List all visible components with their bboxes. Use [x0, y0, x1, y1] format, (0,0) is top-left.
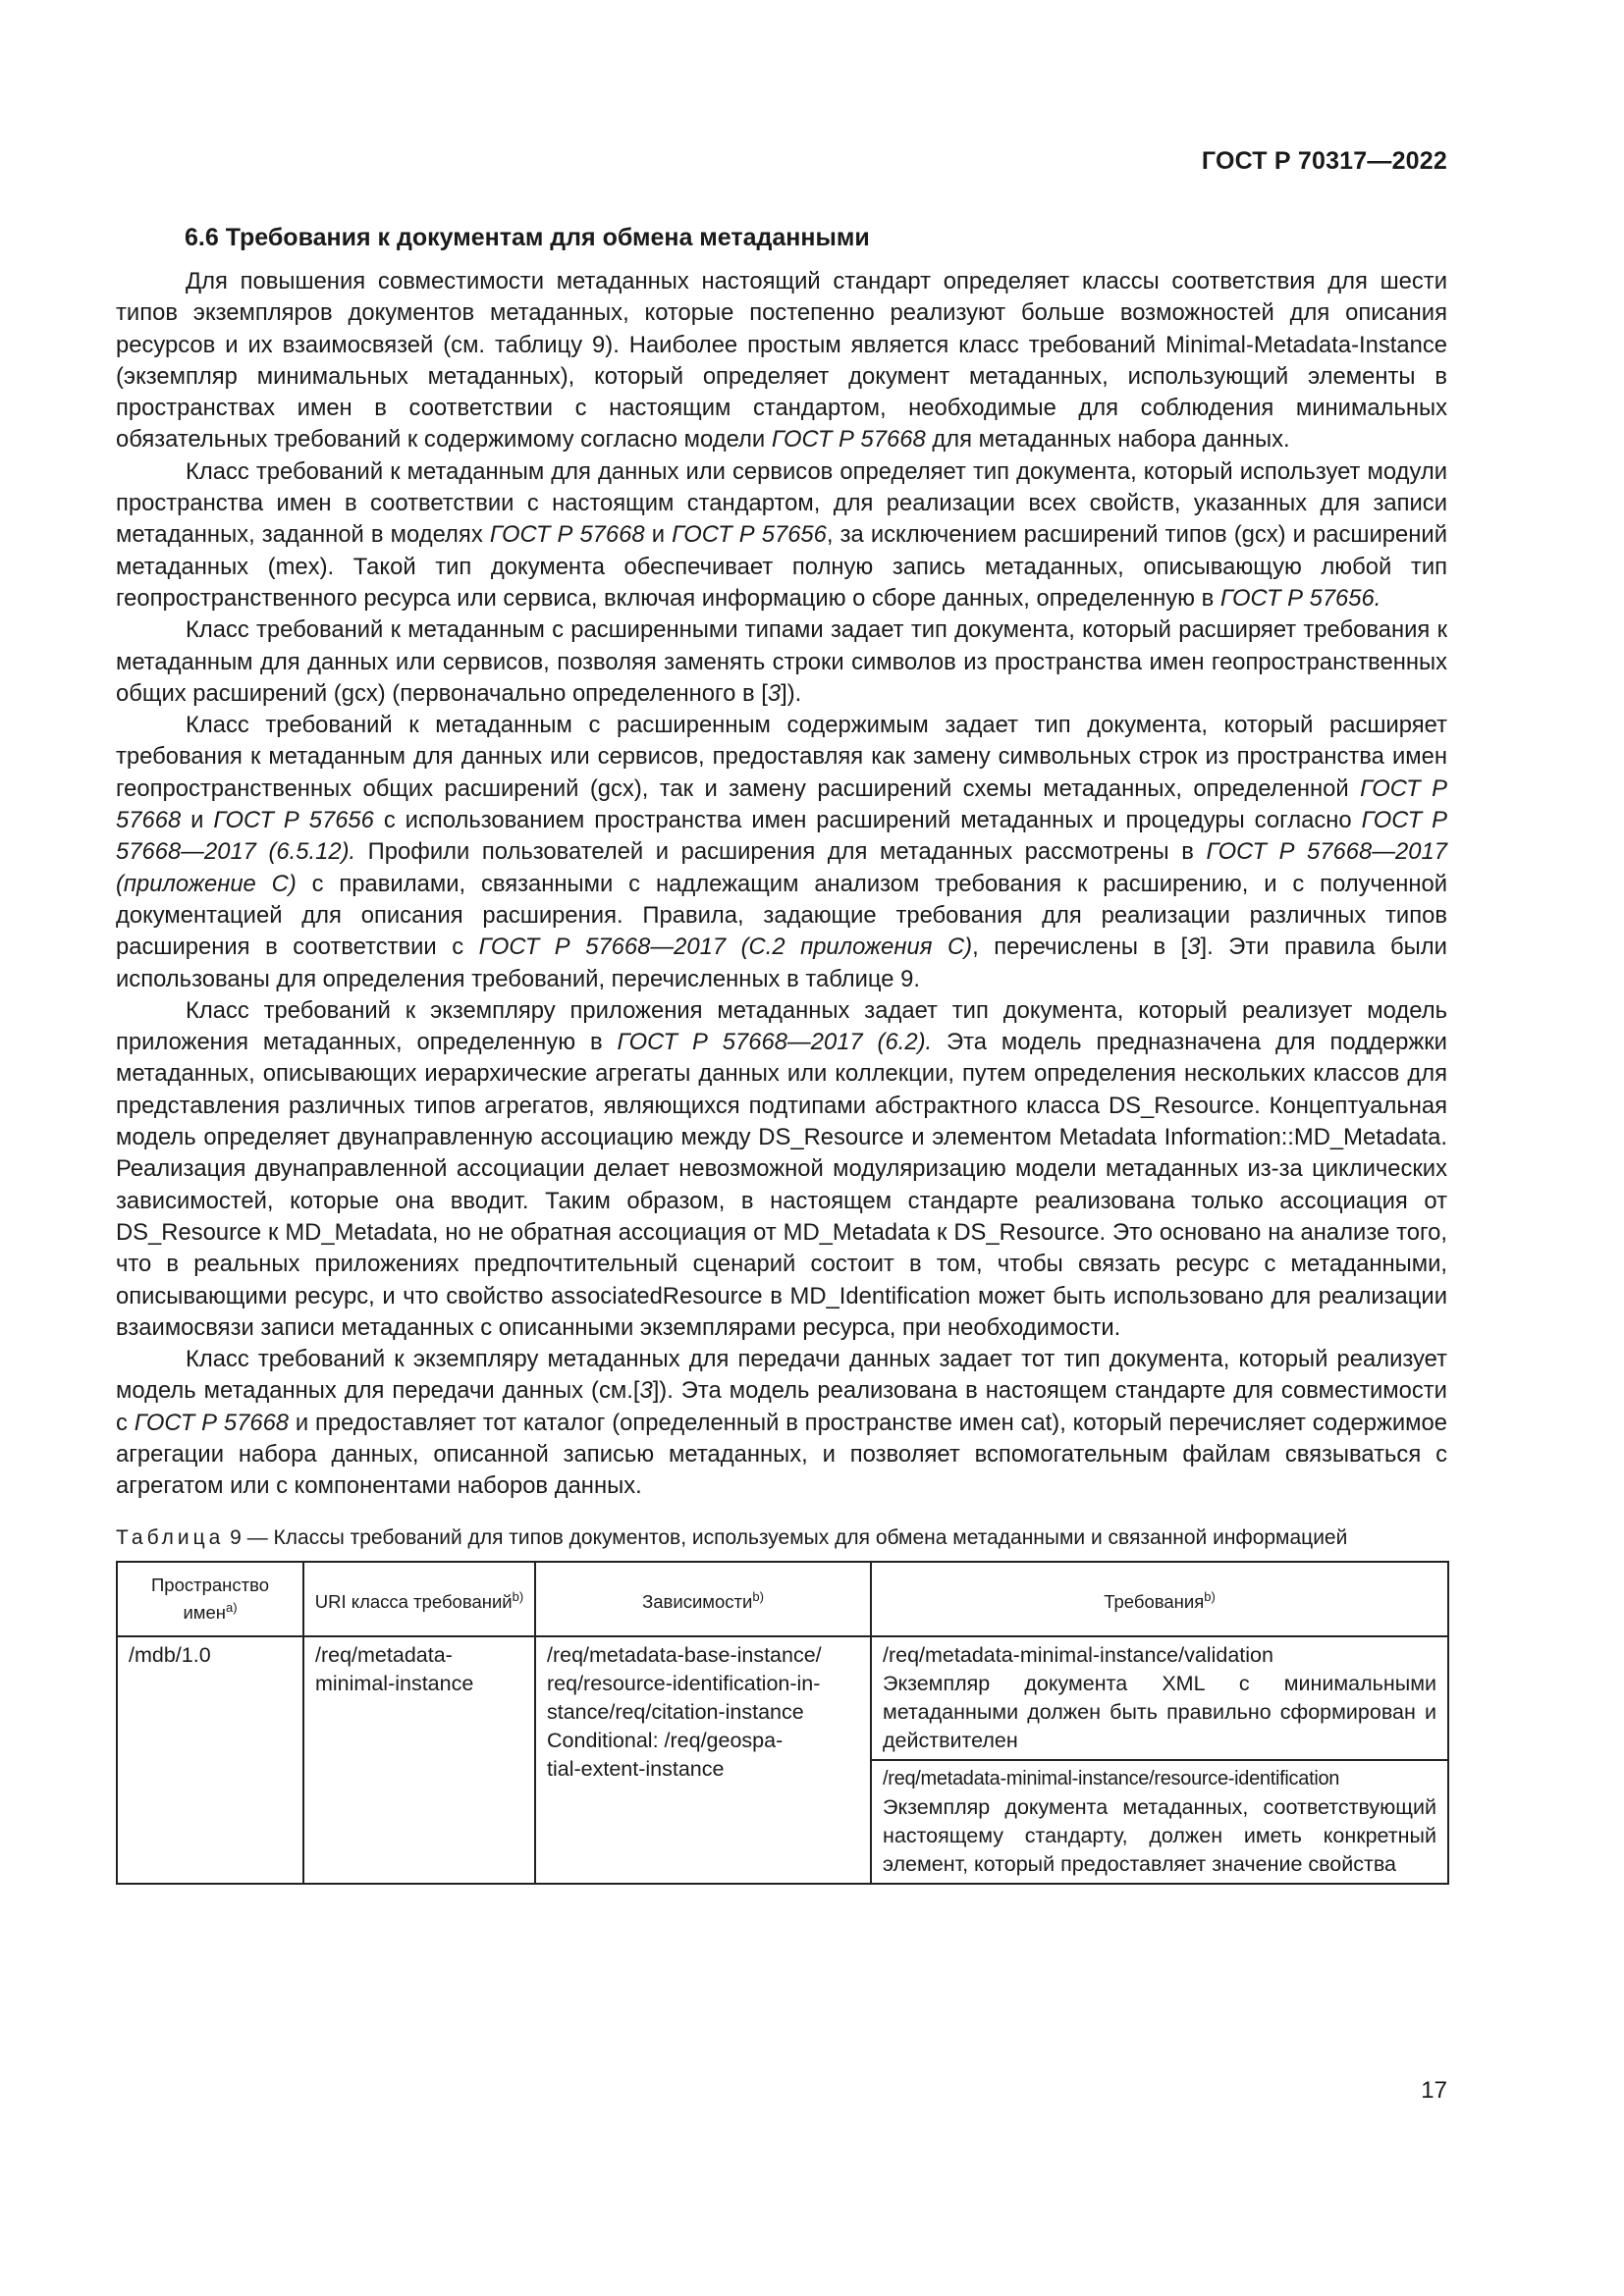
- paragraph-text: и предоставляет тот каталог (определенный в пространстве имен cat), который перечисляет содержимое агрегации набора данных, описанной записью метаданных, и позволяет вспомогательным файлам связываться с агрегатом или с компонентами наборов данных.: [116, 1409, 1447, 1500]
- section-title: 6.6 Требования к документам для обмена метаданными: [185, 224, 870, 251]
- paragraph-text: и: [644, 521, 673, 549]
- cell-dependencies: /req/metadata-base-instance/ req/resource-identification-in- stance/req/citation-instance Conditional: /req/geospa- tial-extent-instance: [535, 1636, 871, 1884]
- requirement-path: /req/metadata-minimal-instance/resource-identification: [883, 1767, 1340, 1789]
- page-number: 17: [1421, 2077, 1447, 2104]
- document-id-header: ГОСТ Р 70317—2022: [1201, 147, 1447, 175]
- paragraph-text: Класс требований к метаданным с расширенными типами задает тип документа, который расширяет требования к метаданным для данных или сервисов, позволяя заменять строки символов из пространства имен геопространственных общих расширений (gcx) (первоначально определенного в [: [116, 616, 1447, 707]
- table-caption: [116, 1524, 1447, 1551]
- paragraph-text: и: [181, 807, 214, 834]
- reference-text: ГОСТ Р 57668—2017 (6.2).: [617, 1029, 933, 1056]
- paragraph-text: Для повышения совместимости метаданных настоящий стандарт определяет классы соответствия для шести типов экземпляров документов метаданных, которые постепенно реализуют больше возможностей для описания ресурсов и их взаимосвязей (см. таблицу 9). Наиболее простым является класс требований Minimal-Metadata-Instance (экземпляр минимальных метаданных), который определяет документ метаданных, использующий элементы в пространствах имен в соответствии с настоящим стандартом, необходимые для соблюдения минимальных обязательных требований к содержимому согласно модели: [116, 268, 1447, 454]
- paragraph-text: с использованием пространства имен расширений метаданных и процедуры согласно: [373, 807, 1362, 834]
- paragraph-text: Класс требований к экземпляру приложения метаданных задает тип документа, который реализует модель приложения метаданных, определенную в: [116, 996, 1447, 1056]
- table-caption-text: 9 — Классы требований для типов документов, используемых для обмена метаданными и связанной информацией: [224, 1525, 1348, 1549]
- paragraph: [116, 1344, 1447, 1502]
- reference-text: ГОСТ Р 57668—2017 (С.2 приложения С): [478, 934, 973, 961]
- paragraph-text: с правилами, связанными с надлежащим анализом требования к расширению, и с полученной документацией для описания расширения. Правила, задающие требования для реализации различных типов расширения в соответствии с: [116, 870, 1448, 961]
- header-dependencies: Зависимости$^{b)}$: [535, 1562, 871, 1636]
- cell-namespace: /mdb/1.0: [117, 1636, 303, 1884]
- body-text: [116, 266, 1447, 1503]
- paragraph-text: , за исключением расширений типов (gcx) и расширений метаданных (mex). Такой тип документа обеспечивает полную запись метаданных, описывающую любой тип геопространственного ресурса или сервиса, включая информацию о сборе данных, определенную в: [116, 521, 1447, 612]
- paragraph-text: ]). Эта модель реализована в настоящем стандарте для совместимости с: [116, 1377, 1447, 1436]
- paragraph: [116, 614, 1447, 710]
- paragraph-text: ]. Эти правила были использованы для определения требований, перечисленных в таблице 9.: [116, 934, 1447, 992]
- reference-text: ГОСТ Р 57668: [489, 521, 645, 549]
- reference-text: 3: [1187, 934, 1201, 961]
- requirements-table: [116, 1561, 1449, 1885]
- paragraph-text: Класс требований к экземпляру метаданных для передачи данных задает тот тип документа, который реализует модель метаданных для передачи данных (см.[: [116, 1346, 1447, 1405]
- reference-text: ГОСТ Р 57668—2017 (6.5.12).: [116, 807, 1447, 866]
- reference-text: ГОСТ Р 57656.: [1219, 584, 1381, 612]
- reference-text: 3: [767, 679, 782, 707]
- reference-text: ГОСТ Р 57668: [134, 1409, 290, 1436]
- paragraph-text: Профили пользователей и расширения для метаданных рассмотрены в: [355, 838, 1207, 866]
- reference-text: ГОСТ Р 57668: [771, 426, 926, 454]
- table-header-row: [117, 1562, 1448, 1636]
- paragraph-text: , перечислены в [: [972, 934, 1188, 961]
- cell-requirement-resource-identification: [871, 1760, 1448, 1884]
- reference-text: ГОСТ Р 57668—2017 (приложение С): [116, 838, 1447, 897]
- header-namespace: Пространство имен$^{a)}$: [117, 1562, 303, 1636]
- header-requirements: Требования$^{b)}$: [871, 1562, 1448, 1636]
- reference-text: 3: [639, 1377, 653, 1405]
- header-uri: URI класса требований$^{b)}$: [303, 1562, 535, 1636]
- reference-text: ГОСТ Р 57656: [672, 521, 827, 549]
- paragraph-text: ]).: [781, 679, 802, 707]
- paragraph: [116, 266, 1447, 456]
- cell-uri: /req/metadata- minimal-instance: [303, 1636, 535, 1884]
- paragraph-text: для метаданных набора данных.: [925, 426, 1290, 454]
- paragraph: [116, 995, 1447, 1344]
- table-row: [117, 1636, 1448, 1760]
- table-caption-label: Таблица: [116, 1525, 225, 1549]
- reference-text: ГОСТ Р 57668: [116, 774, 1447, 834]
- page-content: [116, 224, 1447, 1885]
- paragraph-text: Эта модель предназначена для поддержки метаданных, описывающих иерархические агрегаты данных или коллекции, путем определения нескольких классов для представления различных типов агрегатов, являющихся подтипами абстрактного класса DS_Resource. Концептуальная модель определяет двунаправленную ассоциацию между DS_Resource и элементом Metadata Information::MD_Metadata. Реализация двунаправленной ассоциации делает невозможной модуляризацию модели метаданных из-за циклических зависимостей, которые она вводит. Таким образом, в настоящем стандарте реализована только ассоциация от DS_Resource к MD_Metadata, но не обратная ассоциация от MD_Metadata к DS_Resource. Это основано на анализе того, что в реальных приложениях предпочтительный сценарий состоит в том, чтобы связать ресурс с метаданными, описывающими ресурс, и что свойство associatedResource в MD_Identification может быть использовано для реализации взаимосвязи записи метаданных с описанными экземплярами ресурса, при необходимости.: [116, 1029, 1447, 1341]
- requirement-text: Экземпляр документа XML с минимальными метаданными должен быть правильно сформирован и действителен: [883, 1671, 1436, 1752]
- cell-requirement-validation: [871, 1636, 1448, 1760]
- paragraph: [116, 456, 1447, 614]
- reference-text: ГОСТ Р 57656: [213, 807, 374, 834]
- paragraph: [116, 710, 1447, 995]
- requirement-text: Экземпляр документа метаданных, соответствующий настоящему стандарту, должен иметь конкретный элемент, который предоставляет значение свойства: [883, 1794, 1436, 1876]
- requirement-path: /req/metadata-minimal-instance/validation: [883, 1642, 1273, 1667]
- paragraph-text: Класс требований к метаданным для данных или сервисов определяет тип документа, который использует модули пространства имен в соответствии с настоящим стандартом, для реализации всех свойств, указанных для записи метаданных, заданной в моделях: [116, 457, 1447, 549]
- paragraph-text: Класс требований к метаданным с расширенным содержимым задает тип документа, который расширяет требования к метаданным для данных или сервисов, предоставляя как замену символьных строк из пространства имен геопространственных общих расширений (gcx), так и замену расширений схемы метаданных, определенной: [116, 712, 1447, 802]
